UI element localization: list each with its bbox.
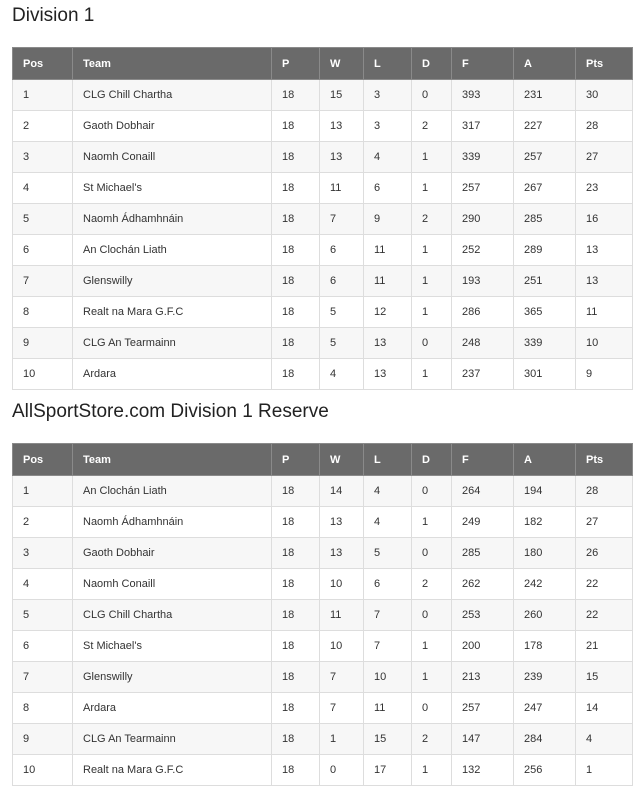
cell-drawn: 2 bbox=[412, 111, 452, 142]
cell-won: 15 bbox=[320, 80, 364, 111]
table-row bbox=[13, 507, 633, 538]
table-row bbox=[13, 693, 633, 724]
cell-team: Gaoth Dobhair bbox=[73, 538, 272, 569]
cell-lost: 13 bbox=[364, 328, 412, 359]
cell-pos: 1 bbox=[13, 476, 73, 507]
cell-team: CLG An Tearmainn bbox=[73, 724, 272, 755]
cell-for: 249 bbox=[452, 507, 514, 538]
cell-points: 28 bbox=[576, 476, 633, 507]
cell-against: 231 bbox=[514, 80, 576, 111]
table-row bbox=[13, 538, 633, 569]
cell-pos: 9 bbox=[13, 724, 73, 755]
cell-against: 301 bbox=[514, 359, 576, 390]
table-row bbox=[13, 631, 633, 662]
column-header-points: Pts bbox=[576, 444, 633, 476]
table-row bbox=[13, 204, 633, 235]
cell-played: 18 bbox=[272, 600, 320, 631]
cell-against: 284 bbox=[514, 724, 576, 755]
cell-pos: 4 bbox=[13, 569, 73, 600]
cell-won: 13 bbox=[320, 538, 364, 569]
cell-lost: 3 bbox=[364, 80, 412, 111]
cell-won: 4 bbox=[320, 359, 364, 390]
cell-for: 290 bbox=[452, 204, 514, 235]
cell-drawn: 0 bbox=[412, 328, 452, 359]
cell-pos: 7 bbox=[13, 266, 73, 297]
cell-drawn: 1 bbox=[412, 755, 452, 786]
cell-won: 7 bbox=[320, 662, 364, 693]
cell-played: 18 bbox=[272, 662, 320, 693]
cell-lost: 11 bbox=[364, 693, 412, 724]
cell-team: CLG Chill Chartha bbox=[73, 80, 272, 111]
cell-points: 10 bbox=[576, 328, 633, 359]
cell-played: 18 bbox=[272, 507, 320, 538]
cell-lost: 12 bbox=[364, 297, 412, 328]
cell-played: 18 bbox=[272, 111, 320, 142]
cell-for: 264 bbox=[452, 476, 514, 507]
cell-pos: 5 bbox=[13, 600, 73, 631]
cell-against: 242 bbox=[514, 569, 576, 600]
cell-points: 13 bbox=[576, 235, 633, 266]
cell-team: Naomh Ádhamhnáin bbox=[73, 507, 272, 538]
cell-for: 248 bbox=[452, 328, 514, 359]
cell-lost: 5 bbox=[364, 538, 412, 569]
cell-team: Realt na Mara G.F.C bbox=[73, 755, 272, 786]
column-header-won: W bbox=[320, 444, 364, 476]
cell-points: 23 bbox=[576, 173, 633, 204]
cell-points: 26 bbox=[576, 538, 633, 569]
cell-pos: 4 bbox=[13, 173, 73, 204]
table-row bbox=[13, 235, 633, 266]
table-row bbox=[13, 476, 633, 507]
table-row bbox=[13, 142, 633, 173]
cell-pos: 3 bbox=[13, 142, 73, 173]
cell-pos: 6 bbox=[13, 235, 73, 266]
column-header-drawn: D bbox=[412, 444, 452, 476]
column-header-played: P bbox=[272, 48, 320, 80]
cell-points: 27 bbox=[576, 507, 633, 538]
cell-lost: 4 bbox=[364, 507, 412, 538]
cell-played: 18 bbox=[272, 142, 320, 173]
cell-for: 213 bbox=[452, 662, 514, 693]
cell-drawn: 0 bbox=[412, 693, 452, 724]
cell-lost: 10 bbox=[364, 662, 412, 693]
cell-for: 147 bbox=[452, 724, 514, 755]
cell-points: 16 bbox=[576, 204, 633, 235]
cell-pos: 5 bbox=[13, 204, 73, 235]
cell-pos: 1 bbox=[13, 80, 73, 111]
cell-drawn: 1 bbox=[412, 631, 452, 662]
cell-won: 6 bbox=[320, 235, 364, 266]
cell-team: Naomh Conaill bbox=[73, 569, 272, 600]
cell-won: 10 bbox=[320, 569, 364, 600]
cell-played: 18 bbox=[272, 724, 320, 755]
cell-against: 339 bbox=[514, 328, 576, 359]
column-header-for: F bbox=[452, 444, 514, 476]
cell-for: 286 bbox=[452, 297, 514, 328]
division-1-title: Division 1 bbox=[12, 5, 95, 26]
cell-against: 256 bbox=[514, 755, 576, 786]
division-1-table bbox=[12, 47, 633, 390]
cell-played: 18 bbox=[272, 173, 320, 204]
table-row bbox=[13, 662, 633, 693]
cell-won: 7 bbox=[320, 693, 364, 724]
cell-lost: 13 bbox=[364, 359, 412, 390]
cell-drawn: 2 bbox=[412, 724, 452, 755]
cell-played: 18 bbox=[272, 755, 320, 786]
cell-won: 0 bbox=[320, 755, 364, 786]
table-row bbox=[13, 724, 633, 755]
column-header-team: Team bbox=[73, 48, 272, 80]
cell-against: 257 bbox=[514, 142, 576, 173]
cell-drawn: 1 bbox=[412, 507, 452, 538]
cell-pos: 10 bbox=[13, 359, 73, 390]
cell-points: 21 bbox=[576, 631, 633, 662]
cell-against: 180 bbox=[514, 538, 576, 569]
column-header-lost: L bbox=[364, 444, 412, 476]
cell-lost: 17 bbox=[364, 755, 412, 786]
cell-for: 257 bbox=[452, 693, 514, 724]
column-header-drawn: D bbox=[412, 48, 452, 80]
cell-drawn: 1 bbox=[412, 662, 452, 693]
cell-against: 182 bbox=[514, 507, 576, 538]
cell-won: 6 bbox=[320, 266, 364, 297]
cell-team: An Clochán Liath bbox=[73, 235, 272, 266]
cell-points: 9 bbox=[576, 359, 633, 390]
cell-points: 11 bbox=[576, 297, 633, 328]
cell-team: Ardara bbox=[73, 693, 272, 724]
cell-team: Glenswilly bbox=[73, 266, 272, 297]
cell-drawn: 1 bbox=[412, 359, 452, 390]
cell-points: 13 bbox=[576, 266, 633, 297]
cell-won: 13 bbox=[320, 507, 364, 538]
cell-lost: 6 bbox=[364, 569, 412, 600]
cell-lost: 9 bbox=[364, 204, 412, 235]
cell-against: 239 bbox=[514, 662, 576, 693]
cell-for: 193 bbox=[452, 266, 514, 297]
cell-for: 285 bbox=[452, 538, 514, 569]
table-row bbox=[13, 266, 633, 297]
cell-points: 15 bbox=[576, 662, 633, 693]
cell-played: 18 bbox=[272, 328, 320, 359]
cell-for: 393 bbox=[452, 80, 514, 111]
cell-played: 18 bbox=[272, 693, 320, 724]
cell-team: Ardara bbox=[73, 359, 272, 390]
cell-drawn: 0 bbox=[412, 600, 452, 631]
cell-lost: 6 bbox=[364, 173, 412, 204]
cell-played: 18 bbox=[272, 631, 320, 662]
table-row bbox=[13, 755, 633, 786]
table-row bbox=[13, 111, 633, 142]
column-header-against: A bbox=[514, 444, 576, 476]
cell-points: 28 bbox=[576, 111, 633, 142]
cell-pos: 10 bbox=[13, 755, 73, 786]
cell-pos: 8 bbox=[13, 693, 73, 724]
cell-played: 18 bbox=[272, 80, 320, 111]
cell-team: St Michael's bbox=[73, 173, 272, 204]
cell-played: 18 bbox=[272, 476, 320, 507]
cell-against: 251 bbox=[514, 266, 576, 297]
cell-team: Realt na Mara G.F.C bbox=[73, 297, 272, 328]
cell-lost: 15 bbox=[364, 724, 412, 755]
cell-points: 27 bbox=[576, 142, 633, 173]
cell-drawn: 2 bbox=[412, 204, 452, 235]
cell-pos: 6 bbox=[13, 631, 73, 662]
cell-played: 18 bbox=[272, 266, 320, 297]
cell-team: Gaoth Dobhair bbox=[73, 111, 272, 142]
cell-team: Naomh Ádhamhnáin bbox=[73, 204, 272, 235]
cell-points: 22 bbox=[576, 600, 633, 631]
column-header-team: Team bbox=[73, 444, 272, 476]
cell-for: 132 bbox=[452, 755, 514, 786]
cell-played: 18 bbox=[272, 204, 320, 235]
table-row bbox=[13, 297, 633, 328]
cell-played: 18 bbox=[272, 235, 320, 266]
column-header-points: Pts bbox=[576, 48, 633, 80]
cell-against: 247 bbox=[514, 693, 576, 724]
table-header-row bbox=[13, 444, 633, 476]
cell-won: 14 bbox=[320, 476, 364, 507]
cell-team: Glenswilly bbox=[73, 662, 272, 693]
cell-won: 11 bbox=[320, 173, 364, 204]
cell-for: 237 bbox=[452, 359, 514, 390]
cell-pos: 9 bbox=[13, 328, 73, 359]
table-row bbox=[13, 359, 633, 390]
cell-won: 13 bbox=[320, 142, 364, 173]
cell-pos: 8 bbox=[13, 297, 73, 328]
cell-against: 267 bbox=[514, 173, 576, 204]
table-row bbox=[13, 328, 633, 359]
column-header-against: A bbox=[514, 48, 576, 80]
cell-drawn: 0 bbox=[412, 476, 452, 507]
column-header-played: P bbox=[272, 444, 320, 476]
cell-for: 317 bbox=[452, 111, 514, 142]
column-header-pos: Pos bbox=[13, 444, 73, 476]
column-header-pos: Pos bbox=[13, 48, 73, 80]
table-row bbox=[13, 80, 633, 111]
cell-against: 178 bbox=[514, 631, 576, 662]
cell-lost: 11 bbox=[364, 235, 412, 266]
cell-against: 194 bbox=[514, 476, 576, 507]
cell-drawn: 1 bbox=[412, 142, 452, 173]
cell-played: 18 bbox=[272, 297, 320, 328]
cell-against: 260 bbox=[514, 600, 576, 631]
cell-lost: 11 bbox=[364, 266, 412, 297]
cell-team: An Clochán Liath bbox=[73, 476, 272, 507]
cell-won: 5 bbox=[320, 328, 364, 359]
cell-won: 7 bbox=[320, 204, 364, 235]
cell-pos: 2 bbox=[13, 111, 73, 142]
cell-drawn: 1 bbox=[412, 235, 452, 266]
cell-played: 18 bbox=[272, 538, 320, 569]
cell-for: 253 bbox=[452, 600, 514, 631]
table-row bbox=[13, 569, 633, 600]
cell-lost: 3 bbox=[364, 111, 412, 142]
cell-points: 4 bbox=[576, 724, 633, 755]
column-header-for: F bbox=[452, 48, 514, 80]
cell-for: 252 bbox=[452, 235, 514, 266]
division-1-reserve-title: AllSportStore.com Division 1 Reserve bbox=[12, 401, 329, 422]
cell-drawn: 0 bbox=[412, 538, 452, 569]
cell-for: 262 bbox=[452, 569, 514, 600]
table-row bbox=[13, 600, 633, 631]
cell-drawn: 1 bbox=[412, 173, 452, 204]
division-1-reserve-table bbox=[12, 443, 633, 786]
cell-points: 1 bbox=[576, 755, 633, 786]
cell-lost: 4 bbox=[364, 142, 412, 173]
cell-points: 22 bbox=[576, 569, 633, 600]
cell-against: 227 bbox=[514, 111, 576, 142]
cell-against: 365 bbox=[514, 297, 576, 328]
cell-won: 5 bbox=[320, 297, 364, 328]
cell-drawn: 1 bbox=[412, 297, 452, 328]
table-header-row bbox=[13, 48, 633, 80]
cell-points: 30 bbox=[576, 80, 633, 111]
cell-played: 18 bbox=[272, 359, 320, 390]
cell-team: Naomh Conaill bbox=[73, 142, 272, 173]
cell-won: 13 bbox=[320, 111, 364, 142]
cell-won: 11 bbox=[320, 600, 364, 631]
cell-lost: 7 bbox=[364, 600, 412, 631]
cell-team: CLG An Tearmainn bbox=[73, 328, 272, 359]
cell-points: 14 bbox=[576, 693, 633, 724]
cell-lost: 4 bbox=[364, 476, 412, 507]
cell-drawn: 2 bbox=[412, 569, 452, 600]
cell-team: CLG Chill Chartha bbox=[73, 600, 272, 631]
cell-for: 339 bbox=[452, 142, 514, 173]
cell-lost: 7 bbox=[364, 631, 412, 662]
column-header-lost: L bbox=[364, 48, 412, 80]
cell-pos: 2 bbox=[13, 507, 73, 538]
cell-for: 200 bbox=[452, 631, 514, 662]
cell-won: 1 bbox=[320, 724, 364, 755]
cell-for: 257 bbox=[452, 173, 514, 204]
table-row bbox=[13, 173, 633, 204]
cell-drawn: 1 bbox=[412, 266, 452, 297]
cell-against: 285 bbox=[514, 204, 576, 235]
cell-pos: 7 bbox=[13, 662, 73, 693]
cell-won: 10 bbox=[320, 631, 364, 662]
cell-played: 18 bbox=[272, 569, 320, 600]
column-header-won: W bbox=[320, 48, 364, 80]
cell-against: 289 bbox=[514, 235, 576, 266]
cell-pos: 3 bbox=[13, 538, 73, 569]
cell-drawn: 0 bbox=[412, 80, 452, 111]
cell-team: St Michael's bbox=[73, 631, 272, 662]
